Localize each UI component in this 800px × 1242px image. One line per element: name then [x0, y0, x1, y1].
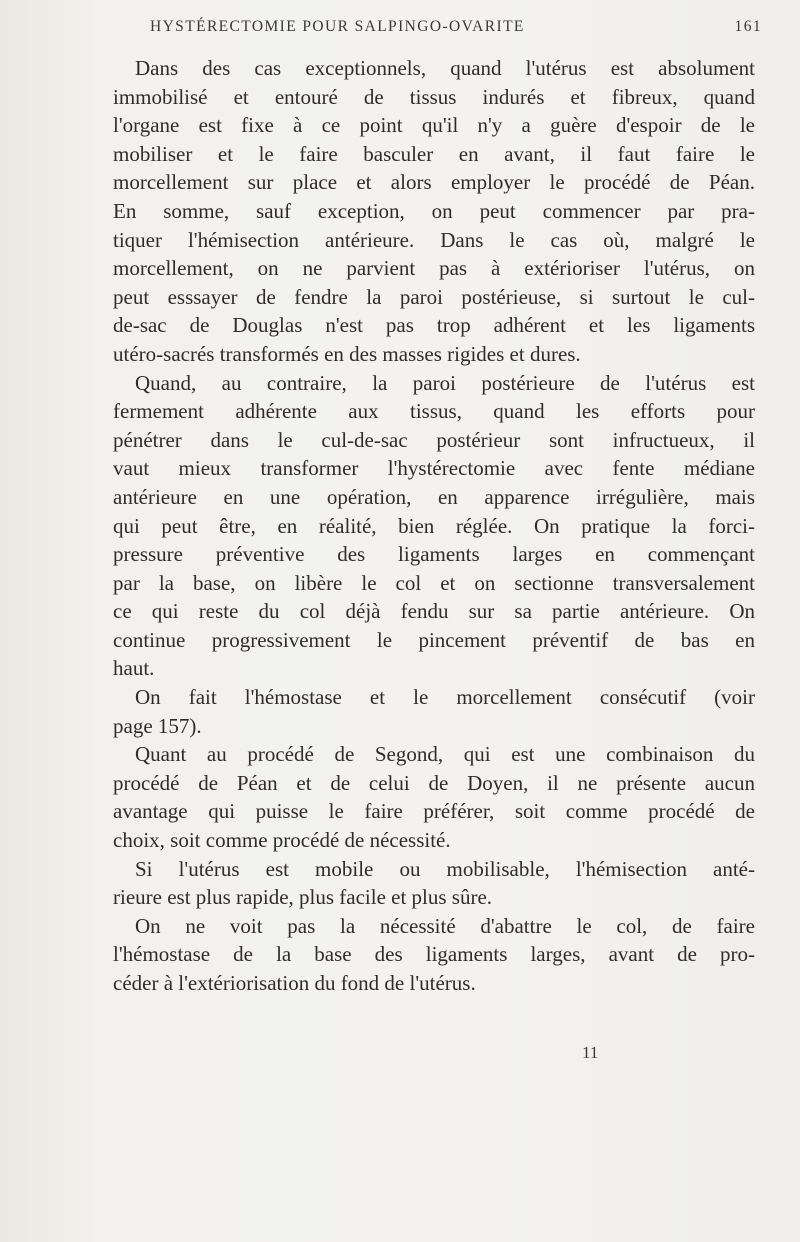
page-number: 161 — [734, 18, 762, 35]
text-line: fermement adhérente aux tissus, quand les efforts pour — [113, 399, 755, 424]
text-line: tiquer l'hémisection antérieure. Dans le cas où, malgré le — [113, 227, 755, 252]
text-line: immobilisé et entouré de tissus indurés et fibreux, quand — [113, 84, 755, 109]
text-line: Si l'utérus est mobile ou mobilisable, l'hémisection anté- — [135, 856, 755, 881]
text-line: l'organe est fixe à ce point qu'il n'y a guère d'espoir de le — [113, 113, 755, 138]
text-line: haut. — [113, 656, 155, 681]
text-line: mobiliser et le faire basculer en avant, il faut faire le — [113, 141, 755, 166]
text-line: On fait l'hémostase et le morcellement consécutif (voir — [135, 685, 755, 710]
text-line: peut esssayer de fendre la paroi postérieuse, si surtout le cul- — [113, 284, 755, 309]
running-title: HYSTÉRECTOMIE POUR SALPINGO-OVARITE — [150, 18, 525, 35]
text-line: En somme, sauf exception, on peut commencer par pra- — [113, 198, 755, 223]
text-line: morcellement, on ne parvient pas à extérioriser l'utérus, on — [113, 256, 755, 281]
text-line: avantage qui puisse le faire préférer, soit comme procédé de — [113, 799, 755, 824]
text-line: page 157). — [113, 713, 202, 738]
text-line: antérieure en une opération, en apparence irrégulière, mais — [113, 484, 755, 509]
text-line: pressure préventive des ligaments larges en commençant — [113, 542, 755, 567]
text-line: vaut mieux transformer l'hystérectomie avec fente médiane — [113, 456, 755, 481]
text-line: Quand, au contraire, la paroi postérieure de l'utérus est — [135, 370, 755, 395]
text-line: procédé de Péan et de celui de Doyen, il ne présente aucun — [113, 770, 755, 795]
text-line: Quant au procédé de Segond, qui est une combinaison du — [135, 742, 755, 767]
text-line: continue progressivement le pincement préventif de bas en — [113, 627, 755, 652]
text-line: morcellement sur place et alors employer le procédé de Péan. — [113, 170, 755, 195]
text-line: céder à l'extériorisation du fond de l'utérus. — [113, 971, 476, 995]
text-line: choix, soit comme procédé de nécessité. — [113, 828, 451, 853]
text-line: utéro-sacrés transformés en des masses rigides et dures. — [113, 341, 581, 366]
body-text — [113, 54, 755, 998]
text-line: ce qui reste du col déjà fendu sur sa partie antérieure. On — [113, 599, 755, 624]
text-line: rieure est plus rapide, plus facile et plus sûre. — [113, 885, 493, 910]
text-line: par la base, on libère le col et on sectionne transversalement — [113, 570, 755, 595]
text-line: qui peut être, en réalité, bien réglée. On pratique la forci- — [113, 513, 755, 538]
text-line: l'hémostase de la base des ligaments larges, avant de pro- — [113, 942, 755, 967]
text-line: On ne voit pas la nécessité d'abattre le col, de faire — [135, 913, 755, 938]
text-line: Dans des cas exceptionnels, quand l'utérus est absolument — [135, 56, 755, 80]
text-line: de-sac de Douglas n'est pas trop adhérent et les ligaments — [113, 313, 755, 338]
signature-mark: 11 — [582, 1043, 599, 1062]
page-header — [150, 18, 762, 42]
text-line: pénétrer dans le cul-de-sac postérieur sont infructueux, il — [113, 427, 755, 452]
